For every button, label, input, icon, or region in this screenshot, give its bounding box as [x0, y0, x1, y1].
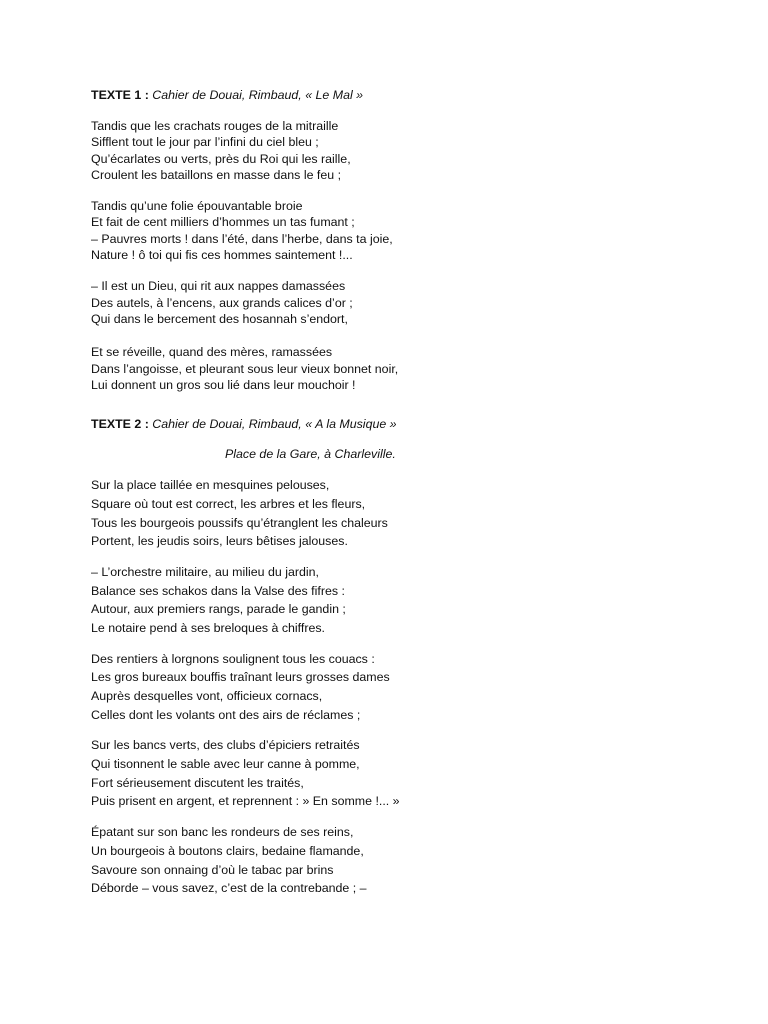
poem-line: Déborde – vous savez, c’est de la contrebande ; – [91, 881, 367, 896]
poem-line: Tandis que les crachats rouges de la mitraille [91, 119, 339, 133]
texte2-stanza-5 [91, 823, 691, 898]
texte1-heading [91, 87, 691, 103]
poem-line: Puis prisent en argent, et reprennent : » En somme !... » [91, 794, 400, 809]
poem-line: Auprès desquelles vont, officieux cornacs, [91, 689, 323, 704]
poem-line: Croulent les bataillons en masse dans le feu ; [91, 167, 342, 182]
texte1-label: TEXTE 1 : [91, 88, 149, 102]
texte2-source: Cahier de Douai, Rimbaud, « A la Musique » [152, 417, 397, 432]
poem-line: – L’orchestre militaire, au milieu du jardin, [91, 564, 319, 579]
texte1-stanza-2 [91, 198, 691, 263]
poem-line: Celles dont les volants ont des airs de réclames ; [91, 707, 361, 722]
poem-line: Tandis qu’une folie épouvantable broie [91, 199, 303, 214]
poem-line: Balance ses schakos dans la Valse des fifres : [91, 583, 345, 598]
poem-line: Qu’écarlates ou verts, près du Roi qui les raille, [91, 151, 351, 166]
poem-line: Et se réveille, quand des mères, ramassées [91, 345, 333, 360]
texte2-stanza-2 [91, 563, 691, 638]
poem-line: Un bourgeois à boutons clairs, bedaine flamande, [91, 843, 364, 858]
texte2-stanza-1 [91, 476, 691, 551]
texte1-stanza-1 [91, 118, 691, 183]
poem-line: Lui donnent un gros sou lié dans leur mouchoir ! [91, 377, 356, 392]
texte1-source: Cahier de Douai, Rimbaud, « Le Mal » [152, 88, 364, 102]
poem-line: Épatant sur son banc les rondeurs de ses reins, [91, 825, 354, 840]
poem-line: Et fait de cent milliers d’hommes un tas fumant ; [91, 215, 355, 230]
poem-line: Qui tisonnent le sable avec leur canne à pomme, [91, 757, 360, 772]
texte2-stanza-3 [91, 650, 691, 725]
poem-line: Portent, les jeudis soirs, leurs bêtises jalouses. [91, 534, 348, 549]
poem-line: Sifflent tout le jour par l’infini du ciel bleu ; [91, 135, 319, 150]
poem-line: Sur les bancs verts, des clubs d’épiciers retraités [91, 738, 360, 753]
texte1-stanza-3 [91, 278, 691, 327]
poem-line: Autour, aux premiers rangs, parade le gandin ; [91, 602, 346, 617]
poem-line: Des rentiers à lorgnons soulignent tous les couacs : [91, 651, 375, 666]
poem-line: Le notaire pend à ses breloques à chiffres. [91, 620, 325, 635]
poem-line: Fort sérieusement discutent les traités, [91, 775, 304, 790]
document-page [91, 87, 691, 898]
poem-line: – Il est un Dieu, qui rit aux nappes damassées [91, 279, 346, 294]
texte2-label: TEXTE 2 : [91, 417, 149, 432]
poem-line: Nature ! ô toi qui fis ces hommes saintement !... [91, 248, 353, 263]
poem-line: Savoure son onnaing d’où le tabac par brins [91, 862, 334, 877]
texte1-stanza-4 [91, 344, 691, 393]
texte2-stanza-4 [91, 736, 691, 811]
poem-line: Qui dans le bercement des hosannah s’endort, [91, 311, 348, 326]
poem-line: – Pauvres morts ! dans l’été, dans l’herbe, dans ta joie, [91, 231, 393, 246]
texte2-place: Place de la Gare, à Charleville. [225, 447, 396, 462]
poem-line: Dans l’angoisse, et pleurant sous leur vieux bonnet noir, [91, 361, 399, 376]
poem-line: Des autels, à l’encens, aux grands calices d’or ; [91, 295, 353, 310]
poem-line: Les gros bureaux bouffis traînant leurs grosses dames [91, 670, 390, 685]
texte2-heading [91, 416, 691, 432]
poem-line: Square où tout est correct, les arbres et les fleurs, [91, 496, 366, 511]
poem-line: Sur la place taillée en mesquines pelouses, [91, 478, 330, 493]
poem-line: Tous les bourgeois poussifs qu’étranglent les chaleurs [91, 515, 388, 530]
